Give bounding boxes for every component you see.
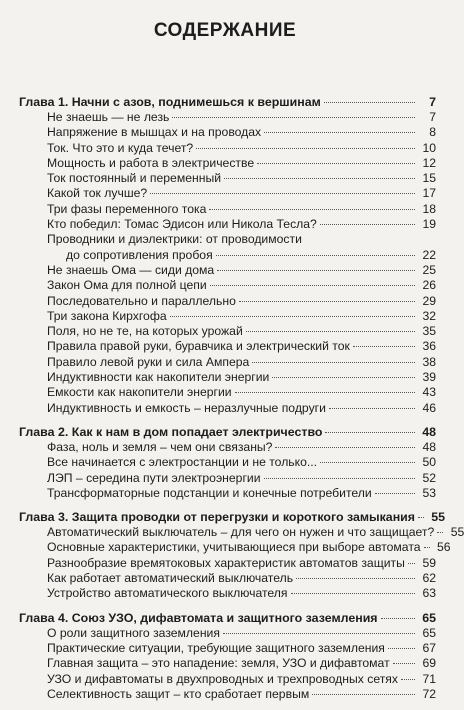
page-number: 53 [422, 485, 436, 500]
chapter-heading[interactable] [19, 610, 436, 626]
dot-leader [418, 517, 424, 518]
entry-label: О роли защитного заземления [47, 625, 220, 640]
toc-entry[interactable] [19, 217, 436, 232]
table-of-contents [19, 94, 464, 710]
entry-label: Емкости как накопители энергии [47, 385, 232, 400]
toc-entry[interactable] [19, 540, 451, 555]
page-number: 12 [422, 155, 436, 170]
entry-label: Закон Ома для полной цепи [47, 278, 207, 293]
dot-leader [393, 663, 415, 664]
toc-entry[interactable] [19, 401, 436, 416]
entry-label: Мощность и работа в электричестве [47, 155, 255, 170]
chapter-3 [19, 509, 464, 601]
entry-label: Основные характеристики, учитывающиеся при выборе автомата [47, 540, 421, 555]
toc-entry[interactable] [19, 525, 464, 540]
page-number: 63 [422, 586, 436, 601]
page-number: 29 [422, 293, 436, 308]
page-number: 50 [422, 455, 436, 470]
page-title: СОДЕРЖАНИЕ [153, 20, 297, 41]
entry-label: Проводники и диэлектрики: от проводимости [47, 232, 302, 247]
entry-label: Трансформаторные подстанции и конечные потребители [47, 485, 372, 500]
page-number: 65 [422, 625, 436, 640]
entry-label: Устройство автоматического выключателя [47, 586, 288, 601]
dot-leader [223, 633, 415, 634]
dot-leader [264, 478, 415, 479]
dot-leader [257, 163, 415, 164]
entry-label: Кто победил: Томас Эдисон или Никола Тесла? [47, 217, 317, 232]
dot-leader [320, 462, 415, 463]
entry-label: Автоматический выключатель – для чего он нужен и что защищает? [47, 525, 435, 540]
entry-label: Три фазы переменного тока [47, 201, 207, 216]
chapter-title: Глава 2. Как к нам в дом попадает электричество [19, 424, 323, 439]
entry-label: Ток постоянный и переменный [47, 171, 222, 186]
toc-entry[interactable] [19, 370, 436, 385]
dot-leader [424, 547, 430, 548]
dot-leader [209, 209, 415, 210]
toc-entry[interactable] [19, 455, 436, 470]
page-number: 46 [422, 400, 436, 415]
page-number: 10 [422, 140, 436, 155]
entry-label: Какой ток лучше? [47, 186, 148, 201]
page-number: 22 [422, 247, 436, 262]
chapter-4 [19, 610, 436, 702]
dot-leader [196, 148, 415, 149]
page-number: 17 [422, 186, 436, 201]
dot-leader [353, 346, 415, 347]
dot-leader [272, 377, 415, 378]
toc-entry[interactable] [19, 186, 436, 201]
entry-label: ЛЭП – середина пути электроэнергии [47, 470, 261, 485]
toc-entry[interactable] [19, 626, 436, 641]
entry-label: Как работает автоматический выключатель [47, 571, 294, 586]
toc-entry[interactable] [19, 656, 436, 671]
chapter-title: Глава 1. Начни с азов, поднимешься к вершинам [19, 95, 321, 109]
page-number: 15 [422, 171, 436, 186]
toc-entry[interactable] [19, 571, 436, 586]
page-number: 43 [422, 385, 436, 400]
dot-leader [324, 102, 415, 103]
page-number: 69 [422, 656, 436, 671]
page-number: 8 [429, 125, 436, 140]
entry-label: Фаза, ноль и земля – чем они связаны? [47, 439, 273, 454]
dot-leader [325, 432, 415, 433]
entry-label: Правило левой руки и сила Ампера [47, 354, 250, 369]
toc-entry[interactable] [19, 687, 436, 702]
dot-leader [381, 618, 415, 619]
entry-label: Поля, но не те, на которых урожай [47, 324, 243, 339]
page-number: 7 [429, 110, 436, 124]
page-number: 55 [450, 525, 464, 540]
chapter-heading[interactable] [19, 94, 436, 110]
page-number: 7 [429, 95, 436, 109]
toc-entry[interactable] [19, 339, 436, 354]
chapter-2 [19, 424, 436, 501]
dot-leader [170, 316, 415, 317]
entry-label-continued: до сопротивления пробоя [66, 247, 213, 262]
entry-label: Практические ситуации, требующие защитного заземления [47, 640, 385, 655]
entry-label: Индуктивность и емкость – неразлучные подруги [47, 400, 326, 415]
page-number: 62 [422, 571, 436, 586]
toc-entry[interactable] [19, 385, 436, 400]
toc-entry[interactable] [19, 324, 436, 339]
toc-entry[interactable] [19, 641, 436, 656]
dot-leader [275, 447, 415, 448]
dot-leader [408, 563, 415, 564]
dot-leader [437, 532, 443, 533]
dot-leader [375, 493, 415, 494]
toc-entry[interactable] [19, 355, 436, 370]
entry-label: Три закона Кирхгофа [47, 308, 167, 323]
toc-entry[interactable] [19, 110, 436, 125]
page-number: 65 [422, 610, 436, 625]
entry-label: Не знаешь — не лезь [47, 110, 170, 124]
chapter-title: Глава 3. Защита проводки от перегрузки и короткого замыкания [19, 510, 416, 525]
dot-leader [264, 132, 415, 133]
entry-label: Правила правой руки, буравчика и электрический ток [47, 339, 350, 354]
toc-entry[interactable] [19, 471, 436, 486]
page-number: 19 [422, 217, 436, 232]
dot-leader [224, 178, 415, 179]
toc-entry[interactable] [19, 125, 436, 140]
toc-entry[interactable] [19, 294, 436, 309]
page-number: 39 [422, 370, 436, 385]
dot-leader [217, 270, 415, 271]
entry-label: Ток. Что это и куда течет? [47, 140, 194, 155]
page-number: 72 [422, 686, 436, 701]
toc-entry[interactable] [19, 171, 436, 186]
chapter-1 [19, 94, 436, 416]
dot-leader [216, 255, 415, 256]
chapter-heading[interactable] [19, 424, 436, 440]
entry-label: Разнообразие времятоковых характеристик автоматов защиты [47, 555, 405, 570]
page-number: 48 [422, 424, 436, 439]
page-number: 67 [422, 640, 436, 655]
dot-leader [210, 285, 415, 286]
page-number: 35 [422, 324, 436, 339]
dot-leader [296, 578, 415, 579]
dot-leader [388, 648, 415, 649]
entry-label: Главная защита – это нападение: земля, УЗО и дифавтомат [47, 656, 390, 671]
page-number: 59 [422, 555, 436, 570]
page-number: 32 [422, 308, 436, 323]
toc-entry[interactable] [19, 278, 436, 293]
page-number: 25 [422, 262, 436, 277]
chapter-title: Глава 4. Союз УЗО, дифавтомата и защитного заземления [19, 610, 378, 625]
entry-label: Напряжение в мышцах и на проводах [47, 125, 262, 140]
entry-label: Селективность защит – кто сработает первым [47, 686, 310, 701]
dot-leader [172, 117, 415, 118]
entry-label: Все начинается с электростанции и не только... [47, 455, 318, 470]
dot-leader [239, 301, 415, 302]
toc-entry[interactable] [19, 440, 436, 455]
dot-leader [235, 392, 415, 393]
page-number: 18 [422, 201, 436, 216]
page-number: 52 [422, 470, 436, 485]
entry-label: Индуктивности как накопители энергии [47, 370, 270, 385]
toc-entry[interactable] [19, 486, 436, 501]
toc-entry-second-line[interactable] [19, 248, 436, 263]
dot-leader [329, 408, 415, 409]
entry-label: Последовательно и параллельно [47, 293, 236, 308]
dot-leader [320, 224, 415, 225]
dot-leader [401, 679, 415, 680]
entry-label: УЗО и дифавтоматы в двухпроводных и трехпроводных сетях [47, 671, 398, 686]
dot-leader [312, 694, 415, 695]
dot-leader [150, 193, 415, 194]
page-number: 26 [422, 278, 436, 293]
page-number: 56 [436, 540, 451, 555]
entry-label: Не знаешь Ома — сиди дома [47, 262, 215, 277]
page-number: 48 [422, 439, 436, 454]
dot-leader [291, 593, 415, 594]
page-number: 38 [422, 354, 436, 369]
toc-entry[interactable] [19, 672, 436, 687]
page-number: 55 [431, 510, 446, 525]
toc-entry[interactable] [19, 263, 436, 278]
toc-entry[interactable] [19, 141, 436, 156]
toc-entry[interactable] [19, 556, 436, 571]
toc-entry[interactable] [19, 156, 436, 171]
toc-entry[interactable] [19, 309, 436, 324]
dot-leader [252, 362, 415, 363]
toc-entry-first-line[interactable] [19, 232, 436, 247]
chapter-heading[interactable] [19, 509, 446, 525]
toc-entry[interactable] [19, 202, 436, 217]
page-number: 36 [422, 339, 436, 354]
toc-entry[interactable] [19, 586, 436, 601]
page-number: 71 [422, 671, 436, 686]
dot-leader [246, 331, 415, 332]
